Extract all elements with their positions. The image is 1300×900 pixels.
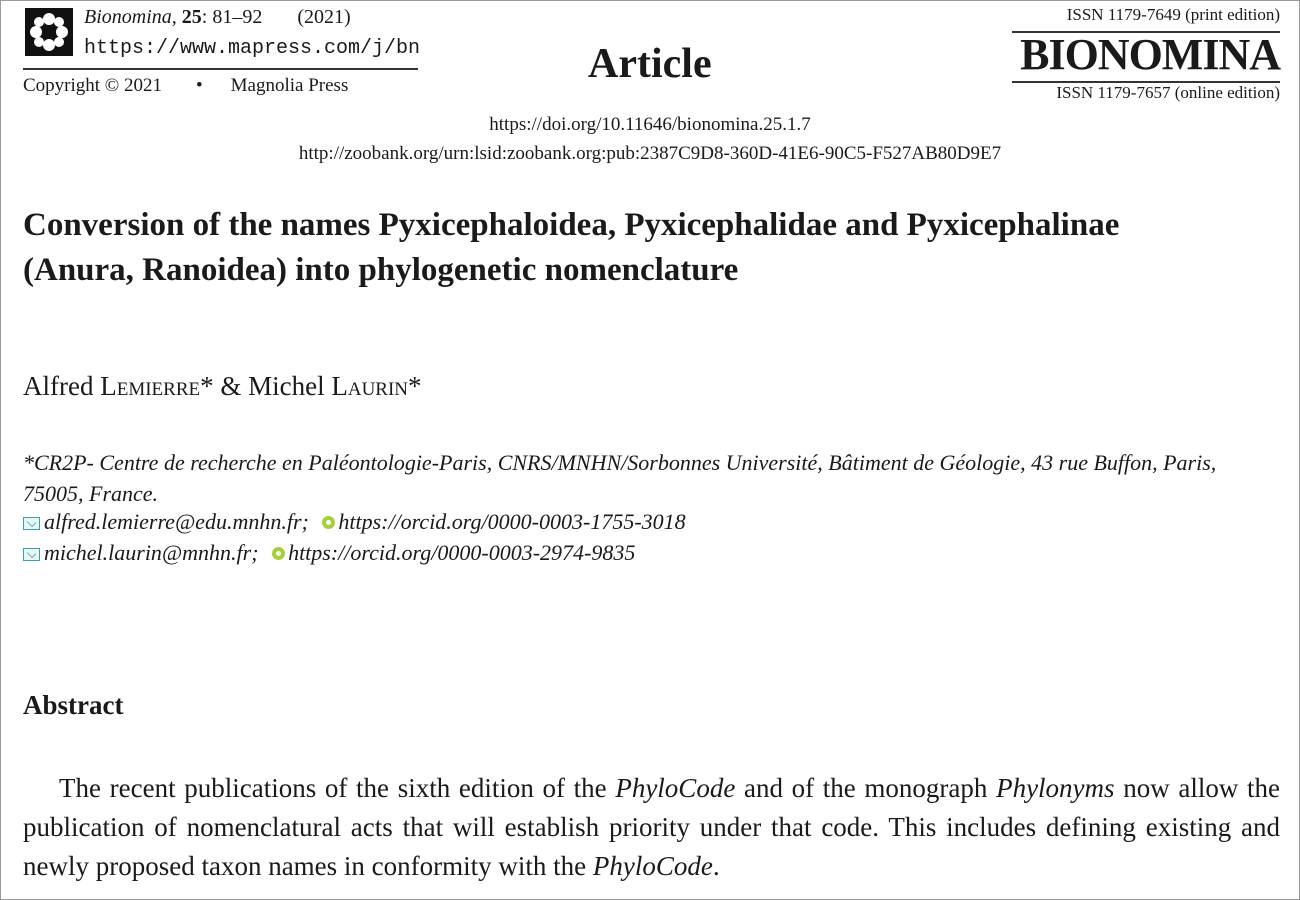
issn-online: ISSN 1179-7657 (online edition) [1056,83,1280,102]
journal-volume: 25 [181,6,202,28]
email-icon [23,517,40,530]
author1-mark: * & [200,371,249,401]
orcid-link[interactable]: https://orcid.org/0000-0003-2974-9835 [288,540,636,565]
copyright-line [23,75,348,97]
email-icon [23,548,40,561]
title-line-2: (Anura, Ranoidea) into phylogenetic nomenclature [23,252,739,288]
abstract-italic-3: PhyloCode [592,851,713,881]
journal-name: Bionomina, [84,6,177,28]
orcid-icon [322,516,335,529]
title-line-1: Conversion of the names Pyxicephaloidea, Pyxicephalidae and Pyxicephalinae [23,207,1120,243]
issn-print: ISSN 1179-7649 (print edition) [1066,5,1280,24]
abstract-text-3: now allow the publication of nomenclatural acts that will establish priority under that code. This includes defining existing and newly proposed taxon names in conformity with the [23,773,1281,881]
journal-pages: : 81–92 [201,6,263,28]
author2-first: Michel [248,371,332,401]
abstract-text-4: . [712,851,720,881]
author2-mark: * [408,371,422,401]
header-rule-left [23,68,418,70]
journal-citation [84,6,351,29]
zoobank-link[interactable]: http://zoobank.org/urn:lsid:zoobank.org:pub:2387C9D8-360D-41E6-90C5-F527AB80D9E7 [298,143,1002,164]
contact-line [23,509,686,535]
separator-bullet: • [196,75,203,96]
publisher: Magnolia Press [230,75,349,96]
copyright: Copyright © 2021 [23,75,162,96]
abstract-italic-1: PhyloCode [615,773,736,803]
abstract-italic-2: Phylonyms [996,773,1115,803]
article-type-label: Article [588,41,712,87]
author1-last: Lemierre [100,371,201,401]
abstract-paragraph [23,769,1280,886]
abstract-text-2: and of the monograph [735,773,997,803]
journal-logo-icon [25,8,73,56]
affiliation: *CR2P- Centre de recherche en Paléontologie-Paris, CNRS/MNHN/Sorbonnes Université, Bâtiment de Géologie, 43 rue Buffon, Paris, 75005, France. [23,450,1217,506]
author-list [23,371,422,402]
email-link[interactable]: alfred.lemierre@edu.mnhn.fr; [44,509,309,534]
contact-line [23,540,635,566]
journal-url[interactable]: https://www.mapress.com/j/bn [84,37,421,60]
author1-first: Alfred [23,371,101,401]
author2-last: Laurin [331,371,409,401]
abstract-body [23,769,1280,886]
journal-brand: BIONOMINA [1020,30,1280,79]
abstract-text-1: The recent publications of the sixth edition of the [59,773,616,803]
email-link[interactable]: michel.laurin@mnhn.fr; [44,540,259,565]
doi-link[interactable]: https://doi.org/10.11646/bionomina.25.1.7 [489,114,811,135]
journal-year: (2021) [297,6,351,28]
orcid-icon [272,547,285,560]
orcid-link[interactable]: https://orcid.org/0000-0003-1755-3018 [338,509,686,534]
article-title [23,203,1280,293]
abstract-heading: Abstract [23,690,124,720]
